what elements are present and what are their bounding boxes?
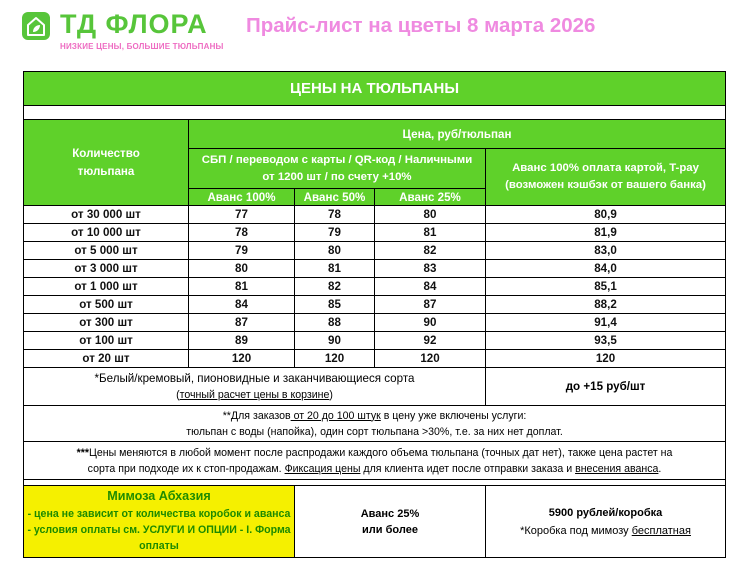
mimosa-info <box>24 486 295 558</box>
price-cell: 81 <box>189 278 295 296</box>
price-header: Цена, руб/тюльпан <box>189 120 726 149</box>
price-change-note <box>24 442 726 480</box>
table-title: ЦЕНЫ НА ТЮЛЬПАНЫ <box>24 72 726 106</box>
mimosa-advance <box>295 486 486 558</box>
price-fix-link[interactable]: Фиксация цены <box>284 462 361 475</box>
mimosa-box-link[interactable]: бесплатная <box>631 524 691 537</box>
mimosa-advance-line2: или более <box>362 523 418 536</box>
advance-100-header: Аванс 100% <box>189 189 295 206</box>
price-cell: 80 <box>189 260 295 278</box>
advance-25-header: Аванс 25% <box>375 189 486 206</box>
price-cell: 84 <box>375 278 486 296</box>
price-calc-link[interactable]: точный расчет цены в корзине <box>179 388 330 401</box>
price-cell: 87 <box>375 296 486 314</box>
services-note-line2: тюльпан с воды (напойка), один сорт тюльпана >30%, т.е. за них нет доплат. <box>186 425 563 438</box>
price-change-line2a: сорта при подходе их к стоп-продажам. <box>87 462 285 475</box>
card-price-cell: 80,9 <box>486 206 726 224</box>
qty-cell: от 20 шт <box>24 350 189 368</box>
services-note-mid: в цену уже включены услуги: <box>380 409 527 422</box>
table-row <box>24 206 726 224</box>
card-payment-header: Аванс 100% оплата картой, T-pay (возможен кэшбэк от вашего банка) <box>486 149 726 206</box>
page-title: Прайс-лист на цветы 8 марта 2026 <box>246 14 596 37</box>
table-row <box>24 332 726 350</box>
table-row <box>24 350 726 368</box>
mimosa-advance-line1: Аванс 25% <box>360 507 420 520</box>
price-cell: 81 <box>375 224 486 242</box>
price-cell: 79 <box>189 242 295 260</box>
price-cell: 78 <box>295 206 375 224</box>
table-gap <box>24 106 726 120</box>
card-price-cell: 81,9 <box>486 224 726 242</box>
table-row <box>24 278 726 296</box>
qty-cell: от 500 шт <box>24 296 189 314</box>
qty-cell: от 30 000 шт <box>24 206 189 224</box>
price-cell: 120 <box>375 350 486 368</box>
table-row <box>24 242 726 260</box>
card-price-cell: 83,0 <box>486 242 726 260</box>
card-price-cell: 85,1 <box>486 278 726 296</box>
price-cell: 87 <box>189 314 295 332</box>
qty-cell: от 1 000 шт <box>24 278 189 296</box>
card-price-cell: 84,0 <box>486 260 726 278</box>
price-cell: 120 <box>189 350 295 368</box>
qty-cell: от 5 000 шт <box>24 242 189 260</box>
advance-50-header: Аванс 50% <box>295 189 375 206</box>
qty-cell: от 3 000 шт <box>24 260 189 278</box>
services-range-link: от 20 до 100 штук <box>290 409 381 422</box>
price-cell: 78 <box>189 224 295 242</box>
price-change-star: *** <box>76 446 90 459</box>
price-change-line2b: для клиента идет после отправки заказа и <box>360 462 576 475</box>
qty-cell: от 300 шт <box>24 314 189 332</box>
mimosa-price <box>486 486 726 558</box>
price-cell: 80 <box>375 206 486 224</box>
card-price-cell: 91,4 <box>486 314 726 332</box>
mimosa-line-1: - цена не зависит от количества коробок и аванса <box>27 508 291 520</box>
services-note-prefix: **Для заказов <box>222 409 291 422</box>
table-row <box>24 296 726 314</box>
mimosa-price-value: 5900 рублей/коробка <box>548 506 663 519</box>
price-change-line1: Цены меняются в любой момент после распродажи каждого объема тюльпана (точных дат нет), также цена растет на <box>89 446 673 459</box>
qty-header: Количество тюльпана <box>24 120 189 206</box>
mimosa-box-text: *Коробка под мимозу <box>520 524 632 537</box>
tulip-price-table <box>23 71 726 558</box>
services-note <box>24 406 726 442</box>
payment-group-header: СБП / переводом с карты / QR-код / Наличными от 1200 шт / по счету +10% <box>189 149 486 189</box>
price-change-line2c: . <box>658 462 662 475</box>
price-cell: 120 <box>295 350 375 368</box>
table-row <box>24 314 726 332</box>
price-cell: 81 <box>295 260 375 278</box>
price-cell: 79 <box>295 224 375 242</box>
price-cell: 92 <box>375 332 486 350</box>
brand-tagline: НИЗКИЕ ЦЕНЫ, БОЛЬШИЕ ТЮЛЬПАНЫ <box>60 42 224 51</box>
price-cell: 90 <box>295 332 375 350</box>
varieties-text: *Белый/кремовый, пионовидные и заканчивающиеся сорта <box>94 371 415 385</box>
table-row <box>24 260 726 278</box>
varieties-surcharge: до +15 руб/шт <box>486 368 726 406</box>
price-cell: 77 <box>189 206 295 224</box>
mimosa-line-2: - условия оплаты см. УСЛУГИ И ОПЦИИ - I. Форма оплаты <box>27 524 291 552</box>
brand-name: ТД ФЛОРА <box>60 9 208 39</box>
page-header <box>0 0 737 62</box>
price-cell: 80 <box>295 242 375 260</box>
price-cell: 82 <box>295 278 375 296</box>
qty-cell: от 10 000 шт <box>24 224 189 242</box>
price-cell: 84 <box>189 296 295 314</box>
price-cell: 88 <box>295 314 375 332</box>
price-cell: 89 <box>189 332 295 350</box>
card-price-cell: 88,2 <box>486 296 726 314</box>
price-cell: 83 <box>375 260 486 278</box>
card-price-cell: 120 <box>486 350 726 368</box>
price-cell: 85 <box>295 296 375 314</box>
price-cell: 90 <box>375 314 486 332</box>
table-row <box>24 224 726 242</box>
mimosa-title: Мимоза Абхазия <box>107 489 211 503</box>
varieties-note: *Белый/кремовый, пионовидные и заканчивающиеся сорта (точный расчет цены в корзине) <box>24 368 486 406</box>
house-with-leaf-icon <box>22 12 50 40</box>
price-cell: 82 <box>375 242 486 260</box>
advance-payment-link[interactable]: внесения аванса <box>575 462 659 475</box>
card-price-cell: 93,5 <box>486 332 726 350</box>
qty-cell: от 100 шт <box>24 332 189 350</box>
